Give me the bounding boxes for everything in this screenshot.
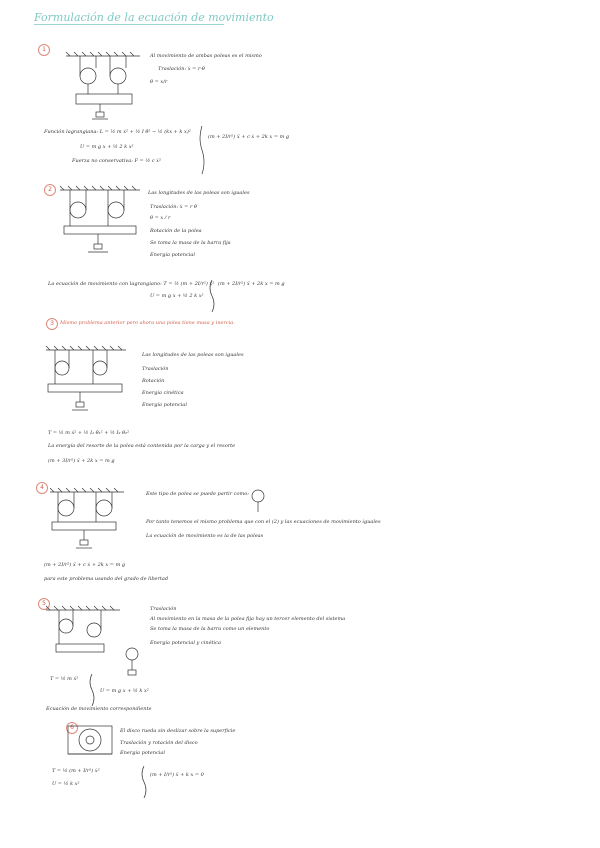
p5-note-2: Se toma la masa de la barra como un elemento xyxy=(150,626,270,632)
p3-diagram xyxy=(46,346,126,410)
p5-diagram xyxy=(46,606,138,675)
problem-number-4: 4 xyxy=(36,482,48,494)
p3-note-1: Las longitudes de las poleas son iguales xyxy=(142,352,244,358)
p5-free-body-pulley xyxy=(126,648,138,660)
p6-eq-0: T = ½ (m + I/r²) ẋ² xyxy=(52,768,100,774)
page-title: Formulación de la ecuación de movimiento xyxy=(34,11,274,24)
p5-note-3: Energía potencial y cinética xyxy=(150,640,221,646)
p6-note-2: Energía potencial xyxy=(120,750,165,756)
p3-eq-0: T = ½ m ẋ² + ½ I₁ θ̇₁² + ½ I₂ θ̇₂² xyxy=(48,430,130,436)
p4-eq-1: para este problema usando del grado de libertad xyxy=(44,576,169,582)
problem-number-2: 2 xyxy=(44,184,56,196)
p6-eq-1: U = ½ k x² xyxy=(52,781,80,787)
p5-note-1: Al movimiento en la masa de la polea fija hay un tercer elemento del sistema xyxy=(150,616,346,622)
p1-eq-3: (m + 2I/r²) ẍ + c ẋ + 2k x = m g xyxy=(208,134,290,140)
p6-diagram xyxy=(68,726,112,754)
p3-note-0: Mismo problema anterior pero ahora una polea tiene masa y inercia. xyxy=(60,320,235,326)
p2-note-5: Energía potencial xyxy=(150,252,195,258)
p1-note-2: θ = x/r xyxy=(150,79,168,85)
p1-bar xyxy=(76,94,132,104)
p2-note-3: Rotación de la polea xyxy=(150,228,202,234)
p4-diagram xyxy=(50,488,264,548)
p6-disk xyxy=(79,729,101,751)
p2-note-0: Las longitudes de las poleas son iguales xyxy=(148,190,250,196)
p1-note-1: Traslación: ẋ = r·θ̇ xyxy=(158,66,205,72)
problem-number-6: 6 xyxy=(66,722,78,734)
p1-eq-1: U = m g x + ½ 2 k x² xyxy=(80,144,134,150)
p3-note-3: Rotación xyxy=(142,378,165,384)
p4-eq-0: (m + 2I/r²) ẍ + c ẋ + 2k x = m g xyxy=(44,562,126,568)
p2-bracket xyxy=(210,280,214,312)
p2-diagram xyxy=(60,186,140,252)
problem-number-3: 3 xyxy=(46,318,58,330)
p1-eq-2: Fuerza no conservativa: F = ½ c ẋ² xyxy=(72,158,161,164)
p6-note-0: El disco rueda sin deslizar sobre la superficie xyxy=(120,728,236,734)
p2-eq-1: U = m g x + ½ 2 k x² xyxy=(150,293,204,299)
p5-note-0: Traslación xyxy=(150,606,177,612)
p2-note-2: θ = x / r xyxy=(150,215,171,221)
p6-bracket xyxy=(142,766,146,798)
p2-eq-2: (m + 2I/r²) ẍ + 2k x = m g xyxy=(218,281,285,287)
p4-note-0: Este tipo de polea se puede partir como: xyxy=(146,491,249,497)
p2-note-1: Traslación: ẋ = r θ̇ xyxy=(150,204,197,210)
p2-note-4: Se toma la masa de la barra fija xyxy=(150,240,231,246)
p3-eq-2: (m + 3I/r²) ẍ + 2k x = m g xyxy=(48,458,115,464)
p3-eq-1: La energía del resorte de la polea está contenida por la carga y el resorte xyxy=(48,443,236,449)
p1-diagram xyxy=(66,52,140,119)
p1-note-0: Al movimiento de ambas poleas es el mismo xyxy=(150,53,262,59)
p4-note-2: La ecuación de movimiento es la de las poleas xyxy=(146,533,264,539)
p1-pulley-right xyxy=(110,68,126,84)
problem-number-1: 1 xyxy=(38,44,50,56)
p6-note-1: Traslación y rotación del disco xyxy=(120,740,198,746)
p3-note-5: Energía potencial xyxy=(142,402,187,408)
p1-eq-0: Función lagrangiana: L = ½ m ẋ² + ½ I θ̇² − ½ (kx + k x)² xyxy=(44,129,191,135)
p1-pulley-left xyxy=(80,68,96,84)
p5-bracket xyxy=(90,674,94,706)
p4-note-1: Por tanto tenemos el mismo problema que con el (2) y las ecuaciones de movimiento iguales xyxy=(146,519,381,525)
p1-bracket xyxy=(200,126,204,174)
p5-eq-1: U = m g x + ½ k x² xyxy=(100,688,149,694)
p3-note-4: Energía cinética xyxy=(142,390,184,396)
p4-side-pulley xyxy=(252,490,264,502)
p3-note-2: Traslación xyxy=(142,366,169,372)
p5-eq-0: T = ½ m ẋ² xyxy=(50,676,79,682)
p2-eq-0: La ecuación de movimiento con lagrangiano: T = ½ (m + 2I/r²) ẋ² xyxy=(48,281,215,287)
p5-eq-2: Ecuación de movimiento correspondiente xyxy=(46,706,152,712)
p6-eq-2: (m + I/r²) ẍ + k x = 0 xyxy=(150,772,204,778)
problem-number-5: 5 xyxy=(38,598,50,610)
